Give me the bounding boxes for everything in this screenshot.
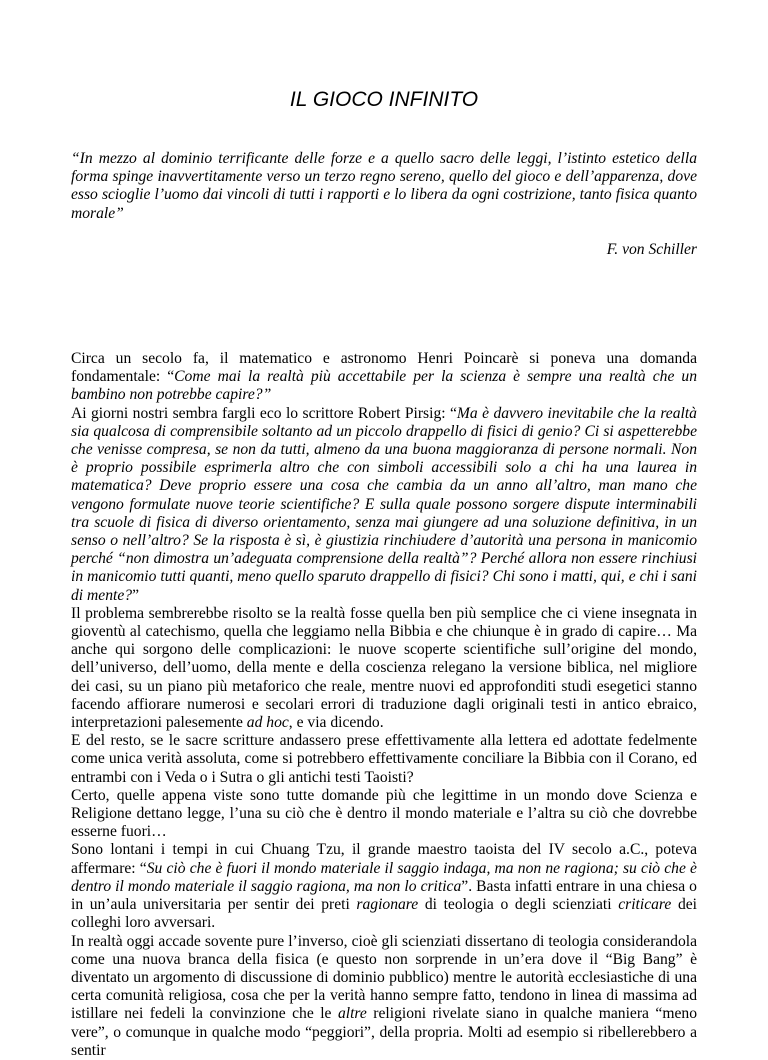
paragraph-6-text-2: ”. Basta infatti entrare in una chiesa o in un’aula universitaria per sentir dei preti xyxy=(71,877,697,914)
paragraph-3-text: Il problema sembrerebbe risolto se la realtà fosse quella ben più semplice che ci viene insegnata in gioventù al catechismo, quella che leggiamo nella Bibbia e che chiunque è in grado di capire… Ma anche qui sorgono delle complicazioni: le nuove scoperte scientifiche sull’origine del mondo, dell’universo, dell’uomo, della mente e della coscienza relegano la versione biblica, nel migliore dei casi, su un piano più metaforico che reale, mentre nuovi ed approfonditi studi esegetici stanno facendo affiorare numerosi e secolari errori di traduzione dagli originali testi in antico ebraico, interpretazioni palesemente xyxy=(71,604,697,732)
epigraph-quote: “In mezzo al dominio terrificante delle forze e a quello sacro delle leggi, l’istinto estetico della forma spinge inavvertitamente verso un terzo regno sereno, quello del gioco e dell’apparenza, dove esso scioglie l’uomo dai vincoli di tutti i rapporti e lo libera da ogni costrizione, tanto fisica quanto morale” xyxy=(71,150,697,222)
paragraph-7-text: In realtà oggi accade sovente pure l’inverso, cioè gli scienziati dissertano di teologia considerandola come una nuova branca della fisica (e questo non sorprende in un’era dove il “Big Bang” è diventato un argomento di discussione di dominio pubblico) mentre le autorità ecclesiastiche di una certa comunità religiosa, cosa che per la verità hanno sempre fatto, tendono in linea di massima ad istillare nei fedeli la convinzione che le xyxy=(71,932,697,1023)
paragraph-2-text: Ai giorni nostri sembra fargli eco lo scrittore Robert Pirsig: “ xyxy=(71,404,457,422)
paragraph-6-end: dei colleghi loro avversari. xyxy=(71,896,698,932)
document-body xyxy=(71,350,697,1060)
paragraph-3-end: , e via dicendo. xyxy=(288,714,384,732)
paragraph-2 xyxy=(71,405,697,605)
paragraph-7 xyxy=(71,933,697,1060)
paragraph-6-emphasis-1: ragionare xyxy=(356,896,419,914)
document-title: IL GIOCO INFINITO xyxy=(289,88,479,111)
paragraph-5: Certo, quelle appena viste sono tutte domande più che legittime in un mondo dove Scienza e Religione dettano legge, l’una su ciò che è dentro il mondo materiale e l’altra su ciò che dovrebbe esserne fuori… xyxy=(71,786,697,841)
paragraph-7-end: religioni rivelate siano in qualche maniera “meno vere”, o comunque in qualche modo “peggiori”, della propria. Molti ad esempio si ribellerebbero a sentir xyxy=(71,1005,697,1059)
paragraph-3 xyxy=(71,605,697,732)
paragraph-2-quote: Ma è davvero inevitabile che la realtà sia qualcosa di comprensibile soltanto ad un piccolo drappello di fisici di genio? Ci si aspetterebbe che venisse compresa, se non da tutti, almeno da una buona maggioranza di persone normali. Non è proprio possibile esprimerla altro che con simboli accessibili solo a chi ha una laurea in matematica? Deve proprio essere una cosa che cambia da un anno all’altro, man mano che vengono formulate nuove teorie scientifiche? E sulla quale possono sorgere dispute interminabili tra scuole di fisica di diverso orientamento, senza mai giungere ad una soluzione definitiva, in un senso o nell’altro? Se la risposta è sì, è giustizia rinchiudere d’autorità una persona in manicomio perché “non dimostra un’adeguata comprensione della realtà”? Perché allora non essere rinchiusi in manicomio tutti quanti, meno quello sparuto drappello di fisici? Chi sono i matti, qui, e chi i sani di mente? xyxy=(71,404,697,604)
paragraph-7-emphasis: altre xyxy=(337,1005,367,1023)
paragraph-2-end: ” xyxy=(132,586,139,604)
paragraph-6-text: Sono lontani i tempi in cui Chuang Tzu, il grande maestro taoista del IV secolo a.C., poteva affermare: “ xyxy=(71,841,697,877)
paragraph-4: E del resto, se le sacre scritture andassero prese effettivamente alla lettera ed adottate fedelmente come unica verità assoluta, come si potrebbero effettivamente conciliare la Bibbia con il Corano, ed entrambi con i Veda o i Sutra o gli antichi testi Taoisti? xyxy=(71,732,697,786)
paragraph-6-emphasis-2: criticare xyxy=(618,896,672,914)
paragraph-1-quote: Come mai la realtà più accettabile per la scienza è sempre una realtà che un bambino non potrebbe capire?” xyxy=(71,368,697,404)
epigraph-author: F. von Schiller xyxy=(606,241,697,258)
paragraph-1 xyxy=(71,350,697,405)
paragraph-1-text: Circa un secolo fa, il matematico e astronomo Henri Poincarè si poneva una domanda fondamentale: “ xyxy=(71,350,697,386)
paragraph-3-emphasis: ad hoc xyxy=(246,714,289,732)
paragraph-6-text-3: di teologia o degli scienziati xyxy=(418,896,619,914)
paragraph-6 xyxy=(71,841,697,932)
paragraph-6-quote: Su ciò che è fuori il mondo materiale il saggio indaga, ma non ne ragiona; su ciò che è dentro il mondo materiale il saggio ragiona, ma non lo critica xyxy=(71,859,697,895)
